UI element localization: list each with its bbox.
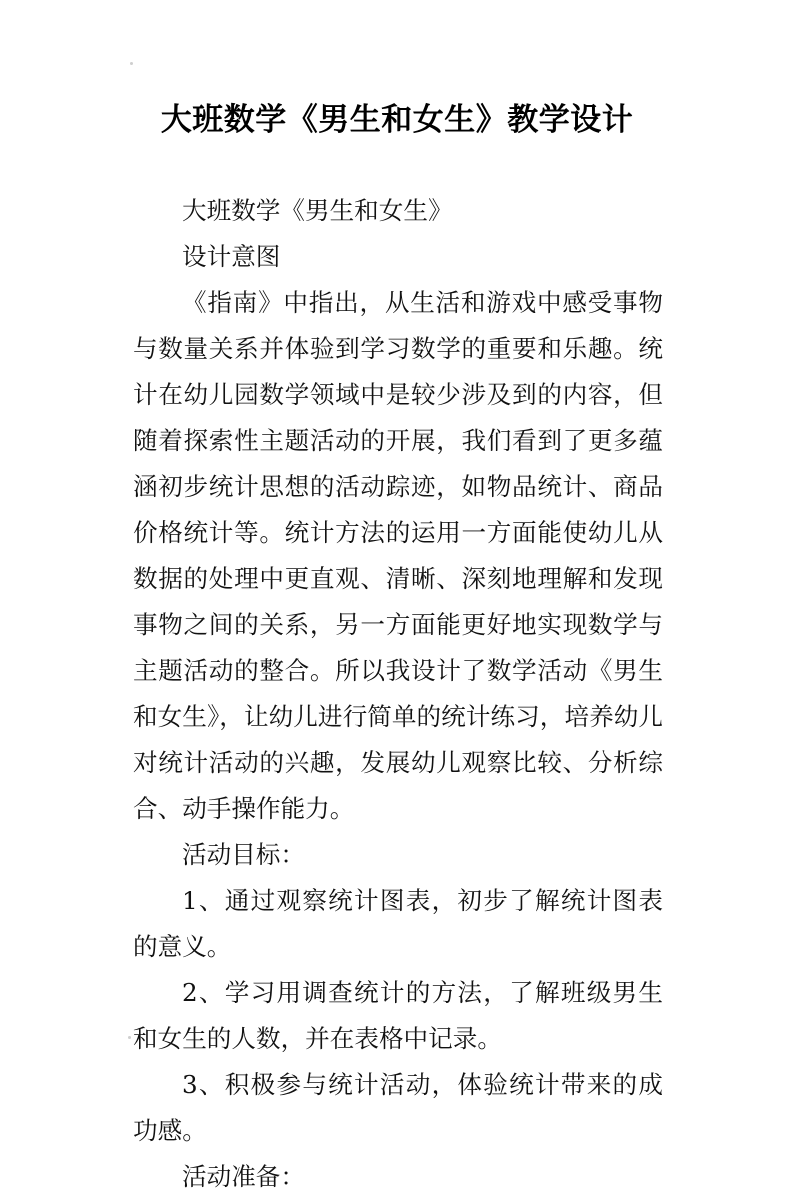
objective-item-2: 2、学习用调查统计的方法，了解班级男生和女生的人数，并在表格中记录。 — [133, 978, 663, 1053]
section-heading-objectives: 活动目标： — [182, 840, 305, 869]
objective-item-3: 3、积极参与统计活动，体验统计带来的成功感。 — [133, 1070, 663, 1145]
section-heading-preparation: 活动准备： — [182, 1162, 305, 1191]
subtitle-paragraph: 大班数学《男生和女生》 — [182, 196, 453, 225]
section-heading-design-intent: 设计意图 — [182, 242, 281, 271]
scan-speck — [130, 62, 133, 65]
document-body — [133, 188, 663, 1200]
objective-item-1: 1、通过观察统计图表，初步了解统计图表的意义。 — [133, 886, 663, 961]
design-intent-paragraph: 《指南》中指出，从生活和游戏中感受事物与数量关系并体验到学习数学的重要和乐趣。统计在幼儿园数学领域中是较少涉及到的内容，但随着探索性主题活动的开展，我们看到了更多蕴涵初步统计思想的活动踪迹，如物品统计、商品价格统计等。统计方法的运用一方面能使幼儿从数据的处理中更直观、清晰、深刻地理解和发现事物之间的关系，另一方面能更好地实现数学与主题活动的整合。所以我设计了数学活动《男生和女生》，让幼儿进行简单的统计练习，培养幼儿对统计活动的兴趣，发展幼儿观察比较、分析综合、动手操作能力。 — [133, 288, 663, 823]
scan-speck — [128, 1036, 131, 1039]
document-title: 大班数学《男生和女生》教学设计 — [160, 102, 634, 138]
